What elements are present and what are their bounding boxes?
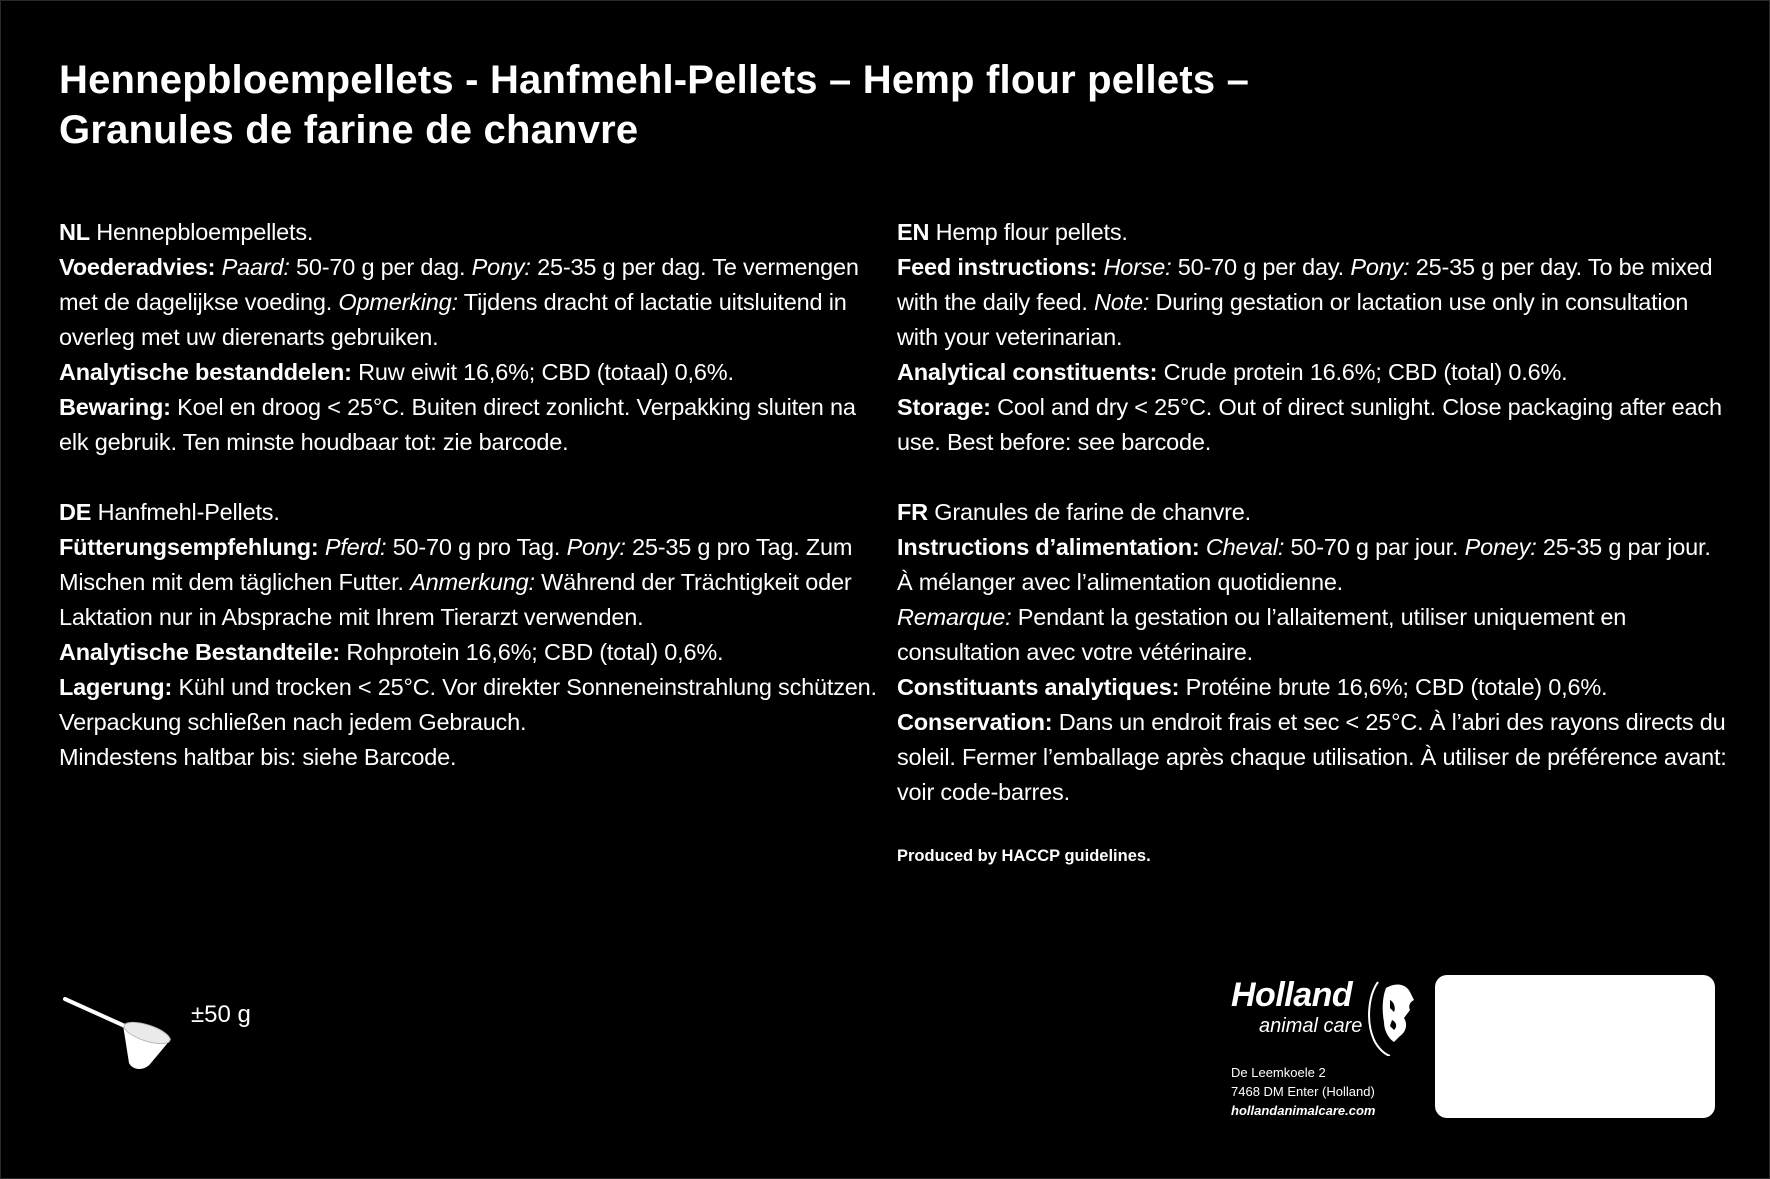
product-name-en: Hemp flour pellets. <box>935 219 1128 245</box>
product-name-nl: Hennepbloempellets. <box>96 219 314 245</box>
feed-label-fr: Instructions d’alimentation: <box>897 534 1200 560</box>
language-code-en: EN <box>897 219 930 245</box>
pony-dose-de: 25-35 g pro Tag. <box>632 534 800 560</box>
storage-label-en: Storage: <box>897 394 991 420</box>
horse-label-en: Horse: <box>1103 254 1172 280</box>
pony-label-nl: Pony: <box>471 254 531 280</box>
section-de <box>59 495 889 775</box>
storage-text-de: Kühl und trocken < 25°C. Vor direkter Sonneneinstrahlung schützen. Verpackung schließen nach jedem Gebrauch. <box>59 674 877 735</box>
horse-dose-fr: 50-70 g par jour. <box>1290 534 1459 560</box>
note-label-nl: Opmerking: <box>338 289 458 315</box>
pony-label-fr: Poney: <box>1464 534 1537 560</box>
pony-dose-nl: 25-35 g per dag. <box>537 254 707 280</box>
scoop-amount: ±50 g <box>191 1001 251 1028</box>
page-title <box>59 55 1559 155</box>
analytical-label-de: Analytische Bestandteile: <box>59 639 341 665</box>
mix-text-de: Zum Mischen mit dem täglichen Futter. <box>59 534 853 595</box>
horse-label-nl: Paard: <box>221 254 290 280</box>
brand-name: Holland <box>1231 976 1353 1014</box>
pony-dose-fr: 25-35 g par jour. <box>1542 534 1711 560</box>
brand-website: hollandanimalcare.com <box>1231 1103 1376 1118</box>
measuring-scoop-icon <box>59 991 179 1071</box>
note-label-de: Anmerkung: <box>410 569 535 595</box>
haccp-note: Produced by HACCP guidelines. <box>897 847 1151 865</box>
analytical-label-en: Analytical constituents: <box>897 359 1158 385</box>
note-label-en: Note: <box>1094 289 1150 315</box>
analytical-label-nl: Analytische bestanddelen: <box>59 359 352 385</box>
analytical-text-de: Rohprotein 16,6%; CBD (total) 0,6%. <box>346 639 724 665</box>
mix-text-nl: Te vermengen met de dagelijkse voeding. <box>59 254 859 315</box>
note-label-fr: Remarque: <box>897 604 1012 630</box>
brand-address <box>1231 1063 1376 1120</box>
title-line-1: Hennepbloempellets - Hanfmehl-Pellets – Hemp flour pellets – <box>59 58 1250 102</box>
pony-label-de: Pony: <box>566 534 626 560</box>
language-code-de: DE <box>59 499 92 525</box>
horse-dose-de: 50-70 g pro Tag. <box>392 534 561 560</box>
storage-text-en: Cool and dry < 25°C. Out of direct sunlight. Close packaging after each use. Best before: see barcode. <box>897 394 1722 455</box>
analytical-text-fr: Protéine brute 16,6%; CBD (totale) 0,6%. <box>1185 674 1608 700</box>
horse-dose-nl: 50-70 g per dag. <box>296 254 466 280</box>
mix-text-fr: À mélanger avec l’alimentation quotidienne. <box>897 569 1344 595</box>
section-nl <box>59 215 889 460</box>
storage-label-fr: Conservation: <box>897 709 1053 735</box>
analytical-text-nl: Ruw eiwit 16,6%; CBD (totaal) 0,6%. <box>358 359 734 385</box>
title-line-2: Granules de farine de chanvre <box>59 108 639 152</box>
section-fr <box>897 495 1727 810</box>
storage-label-de: Lagerung: <box>59 674 173 700</box>
language-code-nl: NL <box>59 219 90 245</box>
pony-dose-en: 25-35 g per day. <box>1415 254 1582 280</box>
language-code-fr: FR <box>897 499 928 525</box>
animal-heads-icon <box>1364 978 1416 1056</box>
section-en <box>897 215 1727 460</box>
note-text-fr: Pendant la gestation ou l’allaitement, utiliser uniquement en consultation avec votre vétérinaire. <box>897 604 1627 665</box>
storage-text-fr: Dans un endroit frais et sec < 25°C. À l’abri des rayons directs du soleil. Fermer l’emballage après chaque utilisation. À utiliser de préférence avant: voir code-barres. <box>897 709 1727 805</box>
note-text-de: Während der Trächtigkeit oder Laktation nur in Absprache mit Ihrem Tierarzt verwenden. <box>59 569 852 630</box>
best-before-de: Mindestens haltbar bis: siehe Barcode. <box>59 744 457 770</box>
storage-label-nl: Bewaring: <box>59 394 171 420</box>
horse-label-de: Pferd: <box>324 534 387 560</box>
address-line-1: De Leemkoele 2 <box>1231 1065 1326 1080</box>
product-name-de: Hanfmehl-Pellets. <box>97 499 280 525</box>
storage-text-nl: Koel en droog < 25°C. Buiten direct zonlicht. Verpakking sluiten na elk gebruik. Ten minste houdbaar tot: zie barcode. <box>59 394 856 455</box>
address-line-2: 7468 DM Enter (Holland) <box>1231 1084 1375 1099</box>
horse-dose-en: 50-70 g per day. <box>1177 254 1344 280</box>
note-text-en: During gestation or lactation use only in consultation with your veterinarian. <box>897 289 1689 350</box>
note-text-nl: Tijdens dracht of lactatie uitsluitend in overleg met uw dierenarts gebruiken. <box>59 289 847 350</box>
mix-text-en: To be mixed with the daily feed. <box>897 254 1713 315</box>
feed-label-en: Feed instructions: <box>897 254 1098 280</box>
analytical-text-en: Crude protein 16.6%; CBD (total) 0.6%. <box>1163 359 1568 385</box>
feed-label-nl: Voederadvies: <box>59 254 216 280</box>
barcode-area <box>1435 975 1715 1118</box>
horse-label-fr: Cheval: <box>1205 534 1285 560</box>
analytical-label-fr: Constituants analytiques: <box>897 674 1180 700</box>
pony-label-en: Pony: <box>1350 254 1410 280</box>
product-name-fr: Granules de farine de chanvre. <box>934 499 1251 525</box>
feed-label-de: Fütterungsempfehlung: <box>59 534 319 560</box>
brand-subtitle: animal care <box>1259 1015 1363 1037</box>
brand-logo <box>1231 976 1416 1051</box>
